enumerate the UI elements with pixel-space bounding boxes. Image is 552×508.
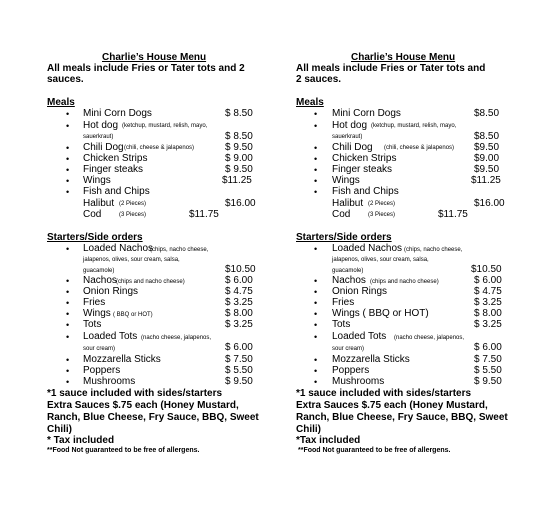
item-price: $ 9.50 (474, 376, 502, 387)
menu-intro-line-2: sauces. (47, 74, 84, 85)
item-price: $ 6.00 (474, 342, 502, 353)
item-name: Nachos (332, 275, 366, 286)
item-name: Mini Corn Dogs (332, 108, 401, 119)
item-name: Mushrooms (83, 376, 136, 387)
bullet-icon: • (66, 298, 70, 308)
item-note: (chips, nacho cheese, (150, 247, 209, 253)
bullet-icon: • (314, 298, 318, 308)
item-note: jalapenos, olives, sour cream, salsa, (332, 257, 429, 263)
item-price: $16.00 (474, 198, 505, 209)
item-name: Nachos (83, 275, 117, 286)
bullet-icon: • (66, 309, 70, 319)
item-note: (chili, cheese & jalapenos) (384, 145, 455, 151)
footer-extra-sauces: Extra Sauces $.75 each (Honey Mustard, (47, 400, 239, 411)
bullet-icon: • (66, 332, 70, 342)
menu-right (276, 0, 552, 508)
item-name: Mozzarella Sticks (83, 354, 161, 365)
menu-title: Charlie’s House Menu (351, 52, 456, 63)
item-price: $ 6.00 (225, 342, 253, 353)
item-note: sauerkraut) (332, 134, 363, 140)
bullet-icon: • (314, 287, 318, 297)
item-name: Finger steaks (83, 164, 144, 175)
menu-title: Charlie’s House Menu (102, 52, 207, 63)
item-name: Chili Dog (83, 142, 124, 153)
item-note: (3 Pieces) (119, 212, 147, 218)
item-note: (ketchup, mustard, relish, mayo, (371, 123, 457, 129)
item-price: $ 3.25 (474, 297, 502, 308)
footer-extra-sauces: Chili) (296, 424, 321, 435)
item-note: (nacho cheese, jalapenos, (141, 335, 212, 341)
item-note: jalapenos, olives, sour cream, salsa, (83, 257, 180, 263)
item-name: Fish and Chips (332, 186, 399, 197)
item-price: $10.50 (471, 264, 502, 275)
item-price: $11.75 (189, 209, 219, 220)
bullet-icon: • (314, 154, 318, 164)
bullet-icon: • (66, 165, 70, 175)
item-price: $11.25 (471, 175, 501, 186)
bullet-icon: • (314, 332, 318, 342)
item-price: $ 8.50 (225, 131, 253, 142)
item-note: (3 Pieces) (368, 212, 396, 218)
item-price: $ 9.50 (225, 164, 253, 175)
item-name: Onion Rings (83, 286, 139, 297)
bullet-icon: • (314, 176, 318, 186)
item-note: sauerkraut) (83, 134, 114, 140)
item-price: $ 4.75 (474, 286, 502, 297)
bullet-icon: • (66, 121, 70, 131)
item-note: (2 Pieces) (368, 201, 396, 207)
item-note: (chips and nacho cheese) (370, 279, 439, 285)
footer-tax: *Tax included (296, 435, 361, 446)
bullet-icon: • (314, 320, 318, 330)
meals-heading: Meals (47, 97, 75, 108)
item-price: $ 4.75 (225, 286, 253, 297)
bullet-icon: • (66, 154, 70, 164)
item-name: Hot dog (332, 120, 368, 131)
item-name: Mozzarella Sticks (332, 354, 410, 365)
item-note: guacamole) (332, 268, 364, 274)
menu-intro-line-2: 2 sauces. (296, 74, 342, 85)
bullet-icon: • (314, 244, 318, 254)
item-name: Cod (83, 209, 102, 220)
item-price: $ 5.50 (225, 365, 253, 376)
item-name: Loaded Tots (332, 331, 387, 342)
item-name: Fries (332, 297, 355, 308)
item-price: $ 3.25 (225, 297, 253, 308)
bullet-icon: • (314, 109, 318, 119)
bullet-icon: • (314, 187, 318, 197)
item-name: Chicken Strips (332, 153, 397, 164)
item-name: Loaded Tots (83, 331, 138, 342)
bullet-icon: • (314, 355, 318, 365)
item-price: $8.50 (474, 108, 500, 119)
bullet-icon: • (66, 187, 70, 197)
item-price: $ 3.25 (474, 319, 502, 330)
item-note: (ketchup, mustard, relish, mayo, (122, 123, 208, 129)
item-note: (chili, cheese & jalapenos) (124, 145, 195, 151)
bullet-icon: • (314, 366, 318, 376)
item-price: $ 8.00 (474, 308, 502, 319)
item-price: $ 9.50 (225, 142, 253, 153)
item-price: $ 5.50 (474, 365, 502, 376)
item-name: Hot dog (83, 120, 119, 131)
bullet-icon: • (66, 320, 70, 330)
bullet-icon: • (314, 309, 318, 319)
item-name: Chili Dog (332, 142, 373, 153)
footer-allergens: **Food Not guaranteed to be free of allergens. (47, 447, 200, 454)
item-price: $ 8.00 (225, 308, 253, 319)
footer-allergens: **Food Not guaranteed to be free of allergens. (298, 447, 451, 454)
item-price: $ 8.50 (225, 108, 253, 119)
item-note: (chips and nacho cheese) (116, 279, 185, 285)
item-name: Finger steaks (332, 164, 393, 175)
starters-heading: Starters/Side orders (47, 232, 143, 243)
footer-extra-sauces: Ranch, Blue Cheese, Fry Sauce, BBQ, Sweet (296, 412, 508, 423)
item-name: Tots (332, 319, 351, 330)
item-name: Loaded Nachos (83, 243, 154, 254)
item-name: Wings (332, 175, 360, 186)
item-price: $ 9.00 (225, 153, 253, 164)
item-name: Fish and Chips (83, 186, 150, 197)
footer-extra-sauces: Ranch, Blue Cheese, Fry Sauce, BBQ, Sweet (47, 412, 259, 423)
item-name: Chicken Strips (83, 153, 148, 164)
bullet-icon: • (314, 165, 318, 175)
item-price: $8.50 (474, 131, 500, 142)
item-note: ( BBQ or HOT) (113, 312, 153, 318)
item-price: $9.50 (474, 164, 500, 175)
item-name: Poppers (332, 365, 370, 376)
bullet-icon: • (66, 377, 70, 387)
footer-extra-sauces: Chili) (47, 424, 72, 435)
bullet-icon: • (314, 276, 318, 286)
item-name: Mini Corn Dogs (83, 108, 152, 119)
bullet-icon: • (66, 143, 70, 153)
bullet-icon: • (66, 109, 70, 119)
item-name: Tots (83, 319, 102, 330)
bullet-icon: • (66, 287, 70, 297)
item-name: Halibut (332, 198, 364, 209)
item-price: $16.00 (225, 198, 256, 209)
item-note: sour cream) (332, 346, 365, 352)
menu-intro-line-1: All meals include Fries or Tater tots and 2 (47, 63, 245, 74)
item-price: $ 3.25 (225, 319, 253, 330)
item-name: Poppers (83, 365, 121, 376)
item-note: sour cream) (83, 346, 116, 352)
bullet-icon: • (314, 143, 318, 153)
item-price: $11.75 (438, 209, 468, 220)
starters-heading: Starters/Side orders (296, 232, 392, 243)
item-name: Wings (83, 308, 111, 319)
item-price: $9.00 (474, 153, 500, 164)
item-price: $10.50 (225, 264, 256, 275)
item-price: $ 7.50 (474, 354, 502, 365)
bullet-icon: • (66, 276, 70, 286)
item-name: Wings ( BBQ or HOT) (332, 308, 429, 319)
item-name: Mushrooms (332, 376, 385, 387)
bullet-icon: • (66, 176, 70, 186)
footer-tax: * Tax included (47, 435, 115, 446)
item-name: Cod (332, 209, 351, 220)
item-name: Halibut (83, 198, 115, 209)
footer-sauce-note: *1 sauce included with sides/starters (296, 388, 472, 399)
item-name: Loaded Nachos (332, 243, 403, 254)
bullet-icon: • (66, 244, 70, 254)
item-note: (nacho cheese, jalapenos, (394, 335, 465, 341)
item-name: Onion Rings (332, 286, 388, 297)
item-note: (chips, nacho cheese, (404, 247, 463, 253)
item-price: $11.25 (222, 175, 252, 186)
item-price: $ 6.00 (474, 275, 502, 286)
item-price: $ 7.50 (225, 354, 253, 365)
item-note: guacamole) (83, 268, 115, 274)
bullet-icon: • (314, 377, 318, 387)
bullet-icon: • (314, 121, 318, 131)
meals-heading: Meals (296, 97, 324, 108)
item-price: $ 6.00 (225, 275, 253, 286)
bullet-icon: • (66, 355, 70, 365)
item-note: (2 Pieces) (119, 201, 147, 207)
bullet-icon: • (66, 366, 70, 376)
item-price: $ 9.50 (225, 376, 253, 387)
menu-intro-line-1: All meals include Fries or Tater tots and (296, 63, 486, 74)
item-name: Fries (83, 297, 106, 308)
item-price: $9.50 (474, 142, 500, 153)
footer-extra-sauces: Extra Sauces $.75 each (Honey Mustard, (296, 400, 488, 411)
footer-sauce-note: *1 sauce included with sides/starters (47, 388, 223, 399)
item-name: Wings (83, 175, 111, 186)
